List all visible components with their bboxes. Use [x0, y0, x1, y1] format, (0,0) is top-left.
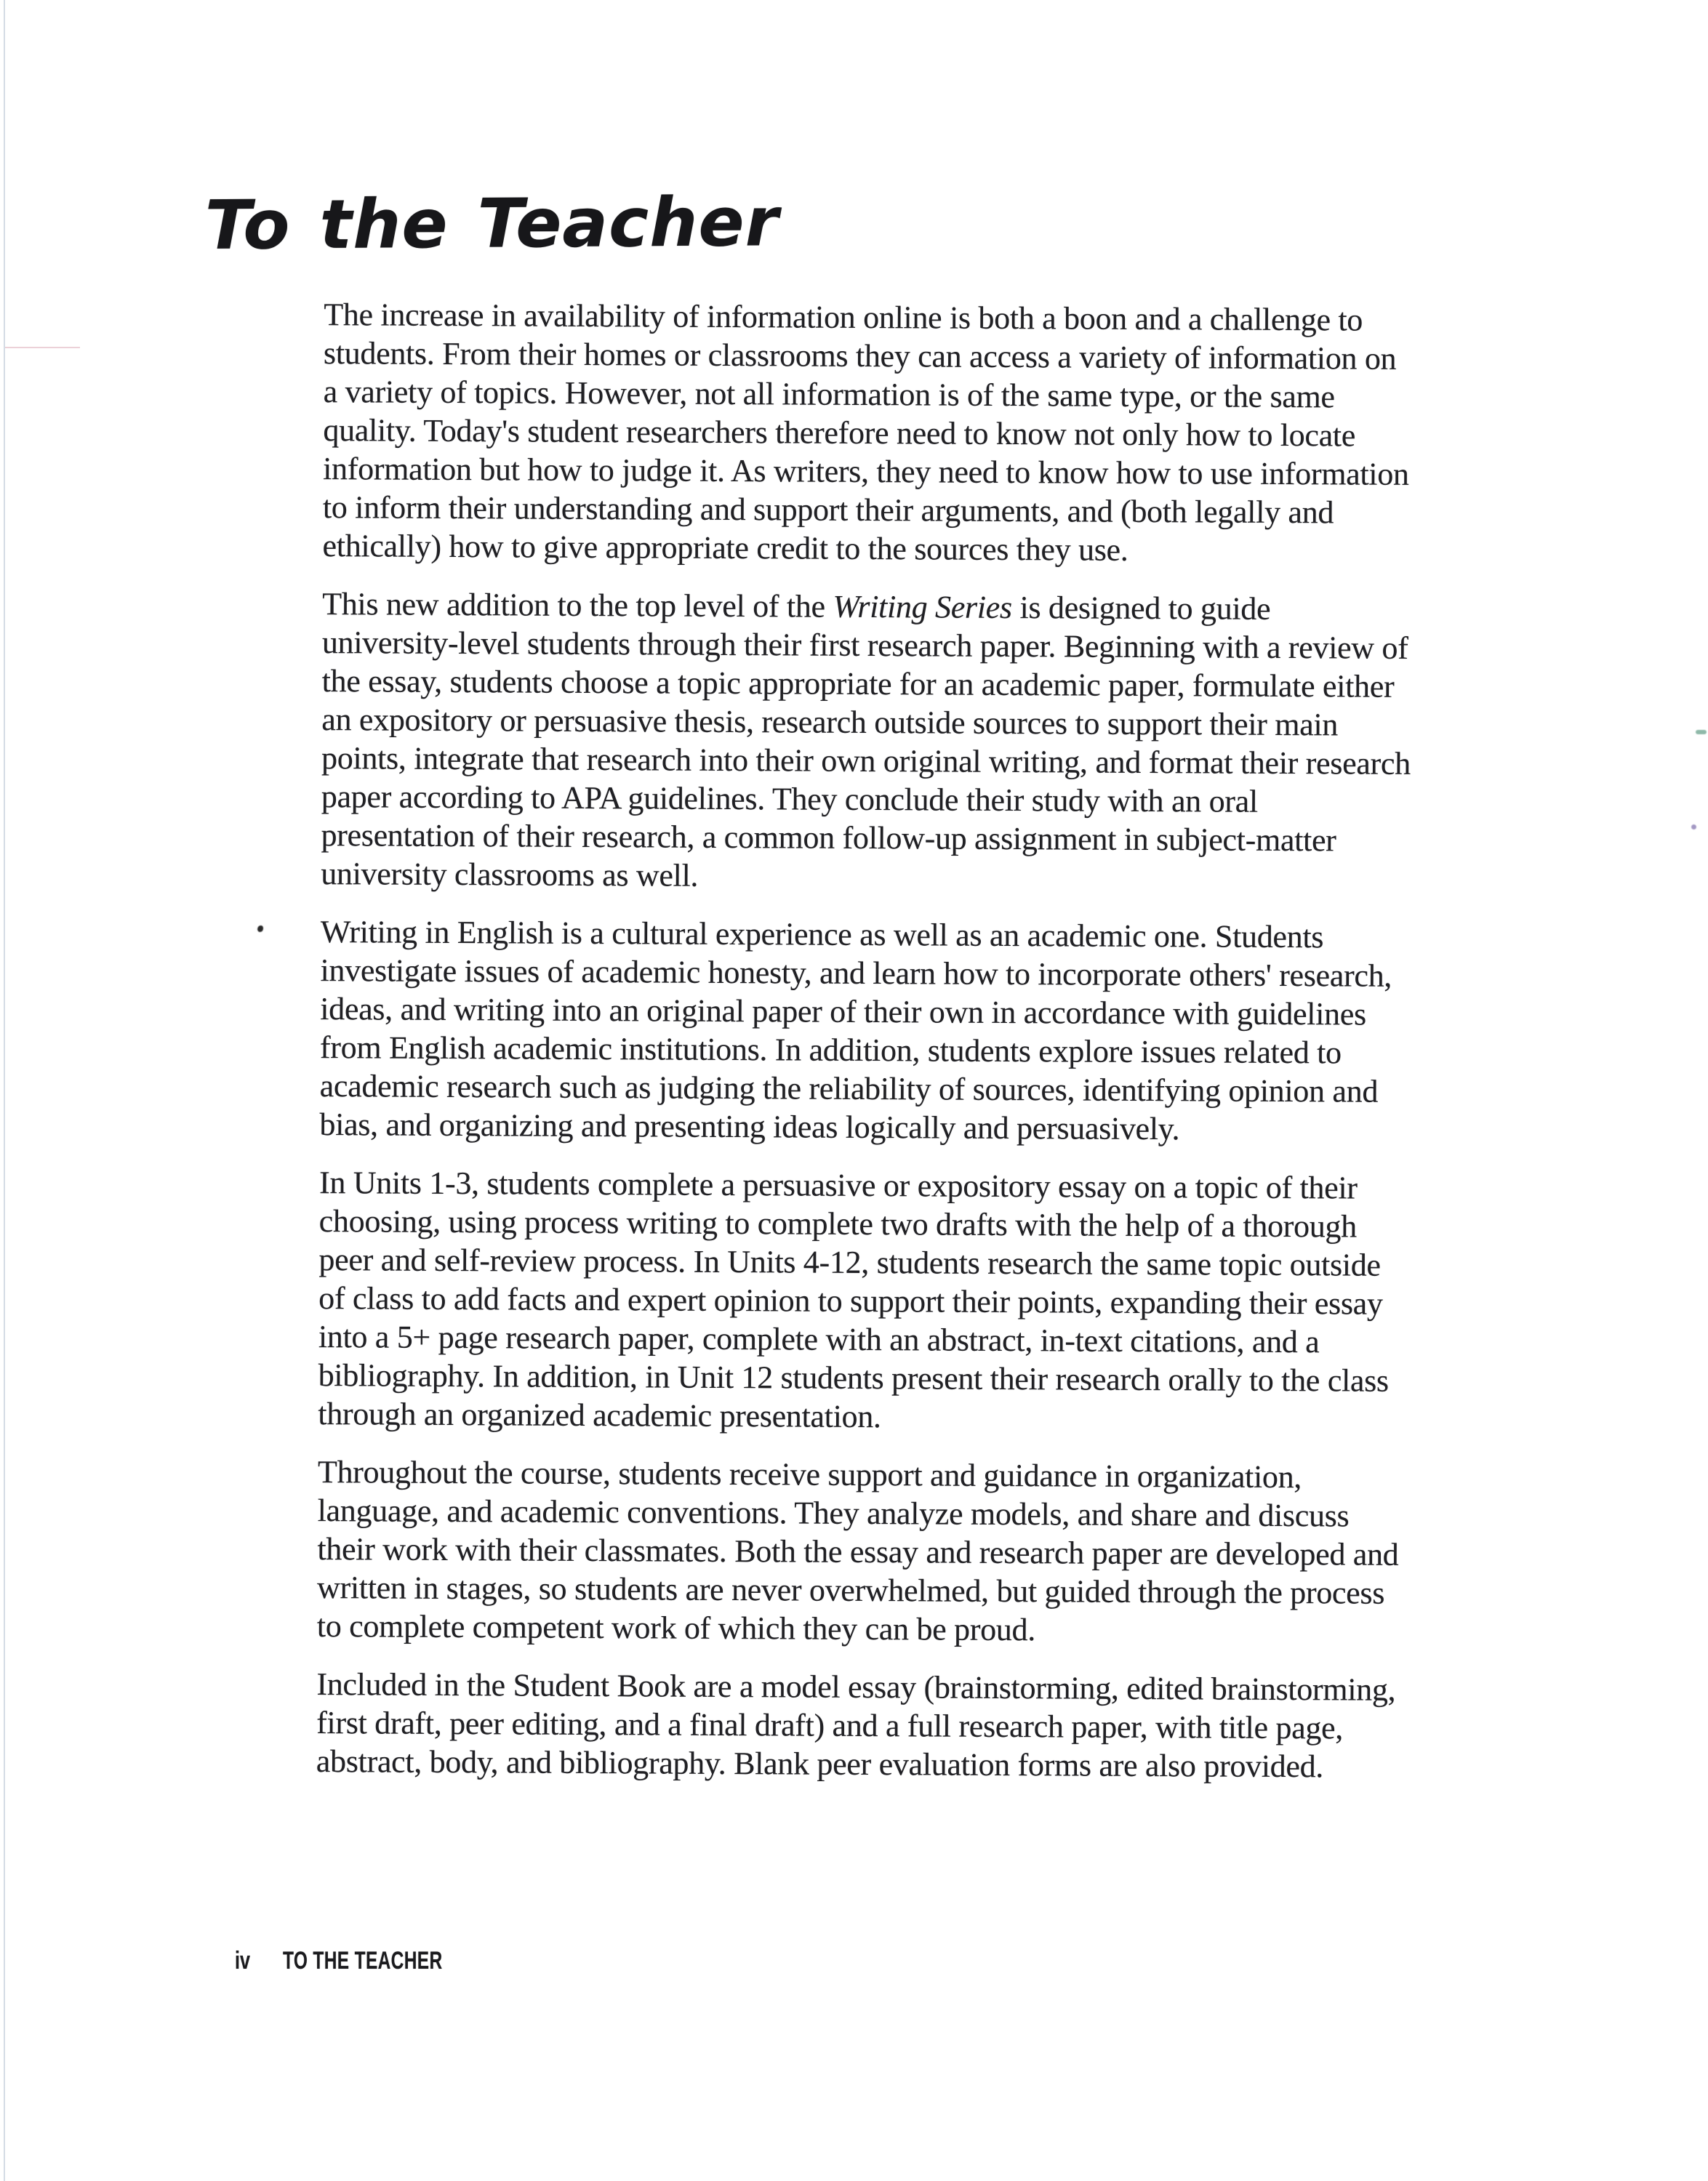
scan-artifact-purple-speck — [1691, 824, 1696, 830]
paragraph — [318, 1163, 1410, 1439]
text-segment: This new addition to the top level of the — [322, 586, 833, 624]
paragraph — [321, 585, 1413, 899]
scan-artifact-left-edge-line — [4, 0, 5, 2181]
page-footer — [235, 1948, 505, 1973]
paragraph — [319, 912, 1411, 1149]
text-segment: In Units 1-3, students complete a persuasive or expository essay on a topic of their choosing, using process writing to complete two drafts with the help of a thorough peer and self-review process. In Units 4-12, students research the same topic outside of class to add facts and expert opinion to support their points, expanding their essay into a 5+ page research paper, complete with an abstract, in-text citations, and a bibliography. In addition, in Unit 12 students present their research orally to the class through an organized academic presentation. — [318, 1165, 1389, 1435]
text-segment: Throughout the course, students receive support and guidance in organization, language, and academic conventions. They analyze models, and share and discuss their work with their classmates. Both the essay and research paper are developed and written in stages, so students are never overwhelmed, but guided through the process to complete competent work of which they can be proud. — [316, 1454, 1399, 1648]
text-segment: The increase in availability of information online is both a boon and a challenge to students. From their homes or classrooms they can access a variety of information on a variety of topics. However, not all information is of the same type, or the same quality. Today's student researchers therefore need to know not only how to locate information but how to judge it. As writers, they need to know how to use information to inform their understanding and support their arguments, and (both legally and ethically) how to give appropriate credit to the sources they use. — [322, 297, 1409, 568]
text-segment: is designed to guide university-level students through their first research paper. Beginning with a review of the essay, students choose a topic appropriate for an academic paper, formulate either an expository or persuasive thesis, research outside sources to support their main points, integrate that research into their own original writing, and format their research paper according to APA guidelines. They conclude their study with an oral presentation of their research, a common follow-up assignment in subject-matter university classrooms as well. — [321, 590, 1411, 893]
scan-artifact-horizontal-line — [5, 347, 80, 348]
paragraph — [322, 295, 1414, 571]
page-title: To the Teacher — [204, 182, 779, 265]
body-text — [316, 295, 1415, 1806]
paragraph — [317, 1453, 1408, 1651]
text-segment: Included in the Student Book are a model essay (brainstorming, edited brainstorming, first draft, peer editing, and a final draft) and a full research paper, with title page, abstract, body, and bibliography. Blank peer evaluation forms are also provided. — [316, 1666, 1396, 1785]
text-segment: Writing in English is a cultural experience as well as an academic one. Students investigate issues of academic honesty, and learn how to incorporate others' research, ideas, and writing into an original paper of their own in accordance with guidelines from English academic institutions. In addition, students explore issues related to academic research such as judging the reliability of sources, identifying opinion and bias, and organizing and presenting ideas logically and persuasively. — [319, 914, 1392, 1147]
page-number: iv — [235, 1947, 250, 1975]
running-footer-label: TO THE TEACHER — [283, 1947, 443, 1975]
paragraph — [316, 1665, 1408, 1786]
scan-artifact-green-speck — [1696, 730, 1707, 734]
italic-text-segment: Writing Series — [833, 588, 1012, 626]
scan-artifact-ink-dot — [257, 925, 263, 932]
